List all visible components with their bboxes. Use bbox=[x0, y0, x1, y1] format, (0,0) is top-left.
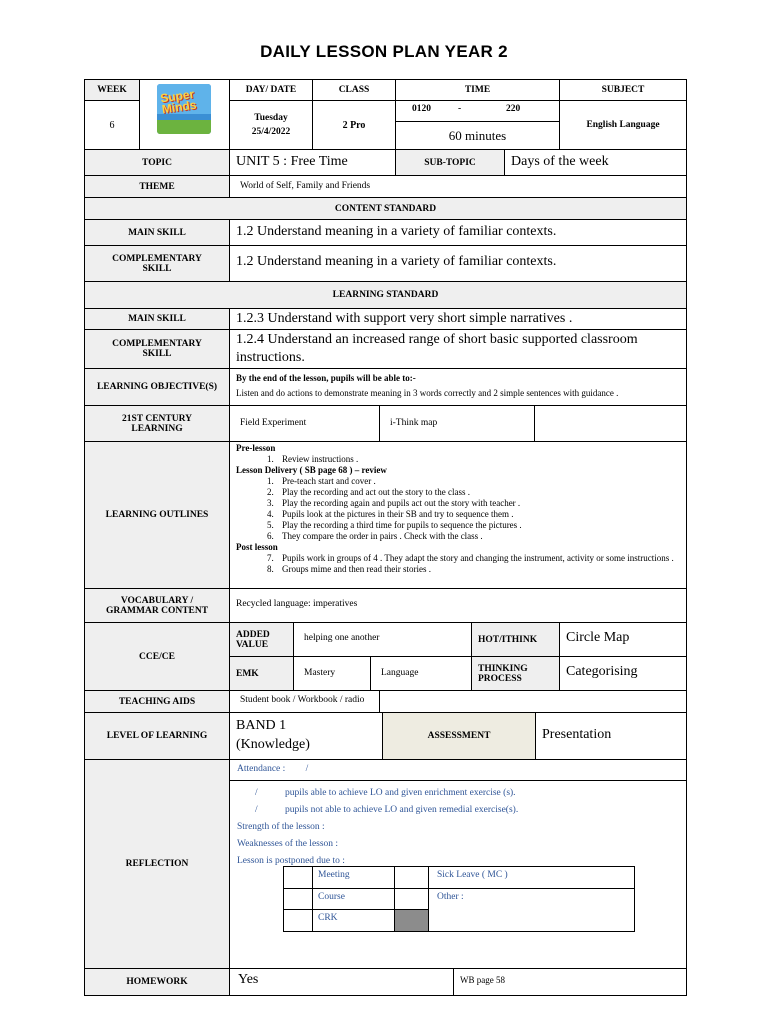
outline-step: 3. Play the recording again and pupils act out the story with teacher . bbox=[276, 498, 680, 509]
level-band: BAND 1 bbox=[236, 718, 287, 733]
duration-value: 60 minutes bbox=[395, 121, 560, 150]
objective-text: Listen and do actions to demonstrate meaning in 3 words correctly and 2 simple sentences with guidance . bbox=[236, 388, 619, 398]
learning-outlines-body bbox=[229, 441, 687, 589]
century-item-2: i-Think map bbox=[379, 405, 535, 442]
emk-value-1: Mastery bbox=[293, 656, 371, 691]
hot-value: Circle Map bbox=[559, 622, 687, 657]
subtopic-label: SUB-TOPIC bbox=[395, 149, 505, 176]
hot-label: HOT/ITHINK bbox=[471, 622, 560, 657]
week-label: WEEK bbox=[84, 79, 140, 101]
cce-label: CCE/CE bbox=[84, 622, 230, 691]
cs-main-skill-label: MAIN SKILL bbox=[84, 219, 230, 246]
learning-outlines-label: LEARNING OUTLINES bbox=[84, 441, 230, 589]
ls-main-skill-label: MAIN SKILL bbox=[84, 308, 230, 330]
crk-checkbox[interactable] bbox=[283, 909, 313, 932]
topic-value: UNIT 5 : Free Time bbox=[229, 149, 396, 176]
cs-complementary-value: 1.2 Understand meaning in a variety of familiar contexts. bbox=[229, 245, 687, 282]
subject-label: SUBJECT bbox=[559, 79, 687, 101]
cs-complementary-label: COMPLEMENTARY SKILL bbox=[84, 245, 230, 282]
outline-step: 1. Review instructions . bbox=[276, 454, 680, 465]
post-lesson-heading: Post lesson bbox=[236, 542, 278, 552]
emk-label: EMK bbox=[229, 656, 294, 691]
theme-label: THEME bbox=[84, 175, 230, 198]
meeting-label: Meeting bbox=[312, 866, 395, 889]
teaching-aids-blank bbox=[379, 690, 687, 713]
other-label: Other : bbox=[428, 888, 635, 932]
century-learning-label: 21ST CENTURY LEARNING bbox=[84, 405, 230, 442]
century-item-3 bbox=[534, 405, 687, 442]
outline-step: 5. Play the recording a third time for pupils to sequence the pictures . bbox=[276, 520, 680, 531]
content-standard-header: CONTENT STANDARD bbox=[84, 197, 687, 220]
crk-shaded-cell bbox=[394, 909, 429, 932]
teaching-aids-label: TEACHING AIDS bbox=[84, 690, 230, 713]
time-to: 220 bbox=[506, 104, 521, 114]
cs-main-skill-value: 1.2 Understand meaning in a variety of familiar contexts. bbox=[229, 219, 687, 246]
added-value-value: helping one another bbox=[293, 622, 472, 657]
postponed-label: Lesson is postponed due to : bbox=[237, 856, 345, 866]
day-value: Tuesday bbox=[254, 113, 288, 123]
reflection-label: REFLECTION bbox=[84, 759, 230, 969]
thinking-process-label: THINKING PROCESS bbox=[471, 656, 560, 691]
objective-label: LEARNING OBJECTIVE(S) bbox=[84, 368, 230, 406]
topic-label: TOPIC bbox=[84, 149, 230, 176]
date-value: 25/4/2022 bbox=[251, 127, 291, 137]
level-description: (Knowledge) bbox=[236, 737, 310, 752]
meeting-checkbox[interactable] bbox=[283, 866, 313, 889]
homework-value: Yes bbox=[229, 968, 454, 996]
assessment-value: Presentation bbox=[535, 712, 687, 760]
reflection-line-1 bbox=[237, 785, 679, 802]
day-date-cell bbox=[229, 100, 313, 150]
sick-leave-label: Sick Leave ( MC ) bbox=[428, 866, 635, 889]
time-dash: - bbox=[458, 104, 462, 114]
attendance-slash: / bbox=[305, 764, 309, 774]
objective-cell bbox=[229, 368, 687, 406]
reflection-text-2: pupils not able to achieve LO and given remedial exercise(s). bbox=[285, 805, 519, 815]
time-from: 0120 bbox=[412, 104, 431, 114]
time-label: TIME bbox=[395, 79, 560, 101]
course-checkbox[interactable] bbox=[283, 888, 313, 910]
pre-lesson-heading: Pre-lesson bbox=[236, 443, 276, 453]
outline-step: 1. Pre-teach start and cover . bbox=[276, 476, 680, 487]
crk-label: CRK bbox=[312, 909, 395, 932]
vocabulary-value: Recycled language: imperatives bbox=[229, 588, 687, 623]
time-range bbox=[395, 100, 560, 122]
ls-main-skill-value: 1.2.3 Understand with support very short simple narratives . bbox=[229, 308, 687, 330]
weakness-label: Weaknesses of the lesson : bbox=[237, 839, 339, 849]
outline-step: 7. Pupils work in groups of 4 . They adapt the story and changing the instrument, activity or some instructions . bbox=[276, 553, 680, 564]
objective-intro: By the end of the lesson, pupils will be able to:- bbox=[236, 373, 416, 383]
week-value: 6 bbox=[84, 100, 140, 150]
assessment-label: ASSESSMENT bbox=[382, 712, 536, 760]
outline-step: 4. Pupils look at the pictures in their SB and try to sequence them . bbox=[276, 509, 680, 520]
outline-step: 2. Play the recording and act out the story to the class . bbox=[276, 487, 680, 498]
outline-step: 6. They compare the order in pairs . Check with the class . bbox=[276, 531, 680, 542]
other-checkbox[interactable] bbox=[394, 888, 429, 910]
subject-value: English Language bbox=[559, 100, 687, 150]
reflection-line-2 bbox=[237, 802, 679, 819]
class-value: 2 Pro bbox=[312, 100, 396, 150]
emk-value-2: Language bbox=[370, 656, 472, 691]
theme-value: World of Self, Family and Friends bbox=[229, 175, 687, 198]
class-label: CLASS bbox=[312, 79, 396, 101]
strength-label: Strength of the lesson : bbox=[237, 822, 325, 832]
level-value bbox=[229, 712, 383, 760]
century-item-1: Field Experiment bbox=[229, 405, 380, 442]
day-label: DAY/ DATE bbox=[229, 79, 313, 101]
reflection-slash-2: / bbox=[255, 805, 258, 815]
reflection-text-1: pupils able to achieve LO and given enrichment exercise (s). bbox=[285, 788, 516, 798]
vocabulary-label: VOCABULARY / GRAMMAR CONTENT bbox=[84, 588, 230, 623]
course-label: Course bbox=[312, 888, 395, 910]
attendance-row bbox=[229, 759, 687, 781]
ls-complementary-label: COMPLEMENTARY SKILL bbox=[84, 329, 230, 369]
delivery-heading: Lesson Delivery ( SB page 68 ) – review bbox=[236, 465, 387, 475]
subtopic-value: Days of the week bbox=[504, 149, 687, 176]
thinking-process-value: Categorising bbox=[559, 656, 687, 691]
learning-standard-header: LEARNING STANDARD bbox=[84, 281, 687, 309]
homework-detail: WB page 58 bbox=[453, 968, 687, 996]
page-title: DAILY LESSON PLAN YEAR 2 bbox=[260, 42, 508, 61]
ls-complementary-value: 1.2.4 Understand an increased range of short basic supported classroom instructions. bbox=[229, 329, 687, 369]
super-minds-logo: Super Minds bbox=[157, 84, 211, 134]
sick-leave-checkbox[interactable] bbox=[394, 866, 429, 889]
attendance-label: Attendance : bbox=[237, 764, 286, 774]
level-of-learning-text: LEVEL OF LEARNING bbox=[106, 731, 208, 741]
homework-label: HOMEWORK bbox=[84, 968, 230, 996]
outline-step: 8. Groups mime and then read their stories . bbox=[276, 564, 680, 575]
teaching-aids-value: Student book / Workbook / radio bbox=[229, 690, 380, 713]
level-of-learning-label bbox=[84, 712, 230, 760]
added-value-label: ADDED VALUE bbox=[229, 622, 294, 657]
reflection-slash-1: / bbox=[255, 788, 258, 798]
